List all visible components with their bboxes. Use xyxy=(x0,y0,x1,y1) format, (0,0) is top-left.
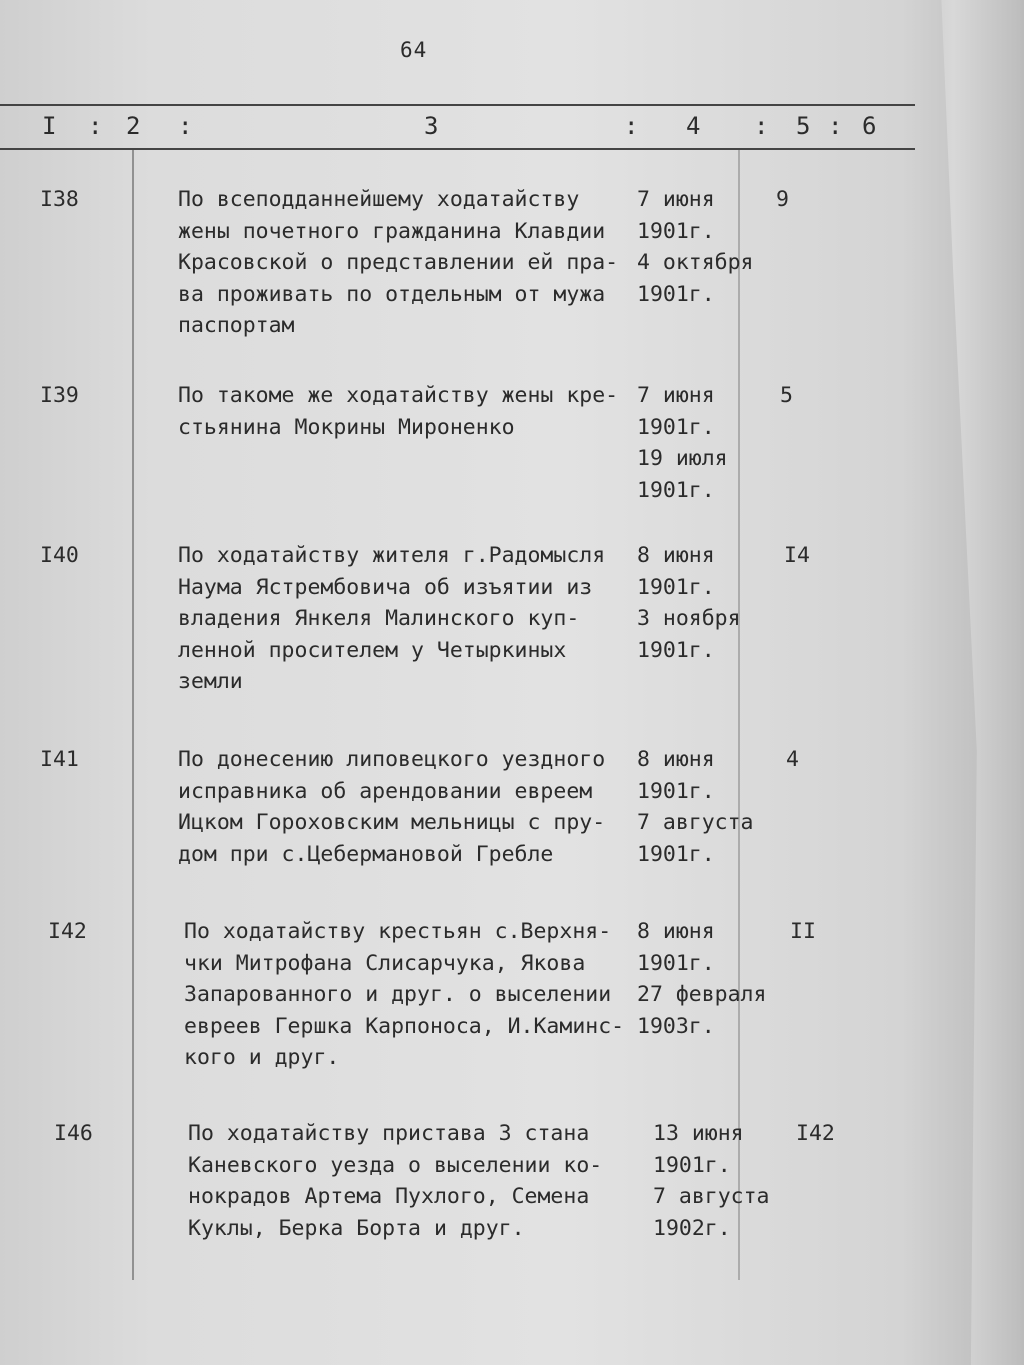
sheet-count: I42 xyxy=(796,1121,835,1146)
year-end: 1901г. xyxy=(637,841,715,867)
year-end: 1903г. xyxy=(637,1013,715,1039)
date-start: 8 июня xyxy=(637,747,715,772)
date-start: 7 июня xyxy=(637,383,715,408)
date-end: 7 августа xyxy=(637,810,754,835)
year-start: 1901г. xyxy=(637,414,715,440)
row-description: По такоме же ходатайству жены кре- стьянина Мокрины Мироненко xyxy=(178,383,619,440)
row-dates xyxy=(637,916,777,1042)
header-sep2: : xyxy=(178,112,193,140)
row-number: I38 xyxy=(40,187,79,212)
row-number: I39 xyxy=(40,383,79,408)
column-divider-2 xyxy=(132,150,134,1280)
sheet-count: I4 xyxy=(784,543,810,568)
year-end: 1901г. xyxy=(637,637,715,663)
header-sep3: : xyxy=(624,112,639,140)
date-start: 8 июня xyxy=(637,543,715,568)
date-start: 8 июня xyxy=(637,919,715,944)
year-start: 1901г. xyxy=(637,778,715,804)
year-end: 1901г. xyxy=(637,477,715,503)
header-col4: 4 xyxy=(686,112,701,140)
column-divider-4 xyxy=(738,150,740,1280)
row-dates xyxy=(637,184,777,310)
date-end: 4 октября xyxy=(637,250,754,275)
header-col2: 2 xyxy=(126,112,141,140)
row-description: По всеподданнейшему ходатайству жены почетного гражданина Клавдии Красовской о представлении ей пра- ва проживать по отдельным от мужа паспортам xyxy=(178,187,619,338)
row-dates xyxy=(637,540,777,666)
row-description: По ходатайству крестьян с.Верхня- чки Митрофана Слисарчука, Якова Запарованного и друг. о выселении евреев Гершка Карпоноса, И.Каминс- кого и друг. xyxy=(184,919,625,1070)
date-end: 19 июля xyxy=(637,446,728,471)
year-start: 1901г. xyxy=(637,574,715,600)
row-number: I42 xyxy=(48,919,87,944)
header-col3: 3 xyxy=(424,112,439,140)
date-start: 7 июня xyxy=(637,187,715,212)
underlying-page-edge xyxy=(906,0,1024,1365)
header-bottom-rule xyxy=(0,148,915,150)
sheet-count: 9 xyxy=(776,187,789,212)
date-start: 13 июня xyxy=(653,1121,744,1146)
year-start: 1901г. xyxy=(637,218,715,244)
date-end: 27 февраля xyxy=(637,982,767,1007)
row-number: I41 xyxy=(40,747,79,772)
row-description: По донесению липовецкого уездного исправника об арендовании евреем Ицком Гороховским мельницы с пру- дом при с.Цебермановой Гребле xyxy=(178,747,606,867)
header-col5: 5 xyxy=(796,112,811,140)
header-col1: I xyxy=(42,112,57,140)
header-sep1: : xyxy=(88,112,103,140)
row-description: По ходатайству пристава 3 стана Каневского уезда о выселении ко- нокрадов Артема Пухлого, Семена Куклы, Берка Борта и друг. xyxy=(188,1121,603,1241)
page-number: 64 xyxy=(400,38,428,62)
row-description: По ходатайству жителя г.Радомысля Наума Ястрембовича об изъятии из владения Янкеля Малинского куп- ленной просителем у Четыркиных земли xyxy=(178,543,606,694)
column-header-row xyxy=(0,104,915,148)
row-number: I40 xyxy=(40,543,79,568)
row-dates xyxy=(637,744,777,870)
date-end: 3 ноября xyxy=(637,606,741,631)
header-sep5: : xyxy=(828,112,843,140)
header-col6: 6 xyxy=(862,112,877,140)
sheet-count: 5 xyxy=(780,383,793,408)
row-dates xyxy=(637,380,777,506)
row-dates xyxy=(653,1118,793,1244)
header-sep4: : xyxy=(754,112,769,140)
year-end: 1901г. xyxy=(637,281,715,307)
sheet-count: 4 xyxy=(786,747,799,772)
year-start: 1901г. xyxy=(637,950,715,976)
year-start: 1901г. xyxy=(653,1152,731,1178)
year-end: 1902г. xyxy=(653,1215,731,1241)
sheet-count: II xyxy=(790,919,816,944)
date-end: 7 августа xyxy=(653,1184,770,1209)
row-number: I46 xyxy=(54,1121,93,1146)
